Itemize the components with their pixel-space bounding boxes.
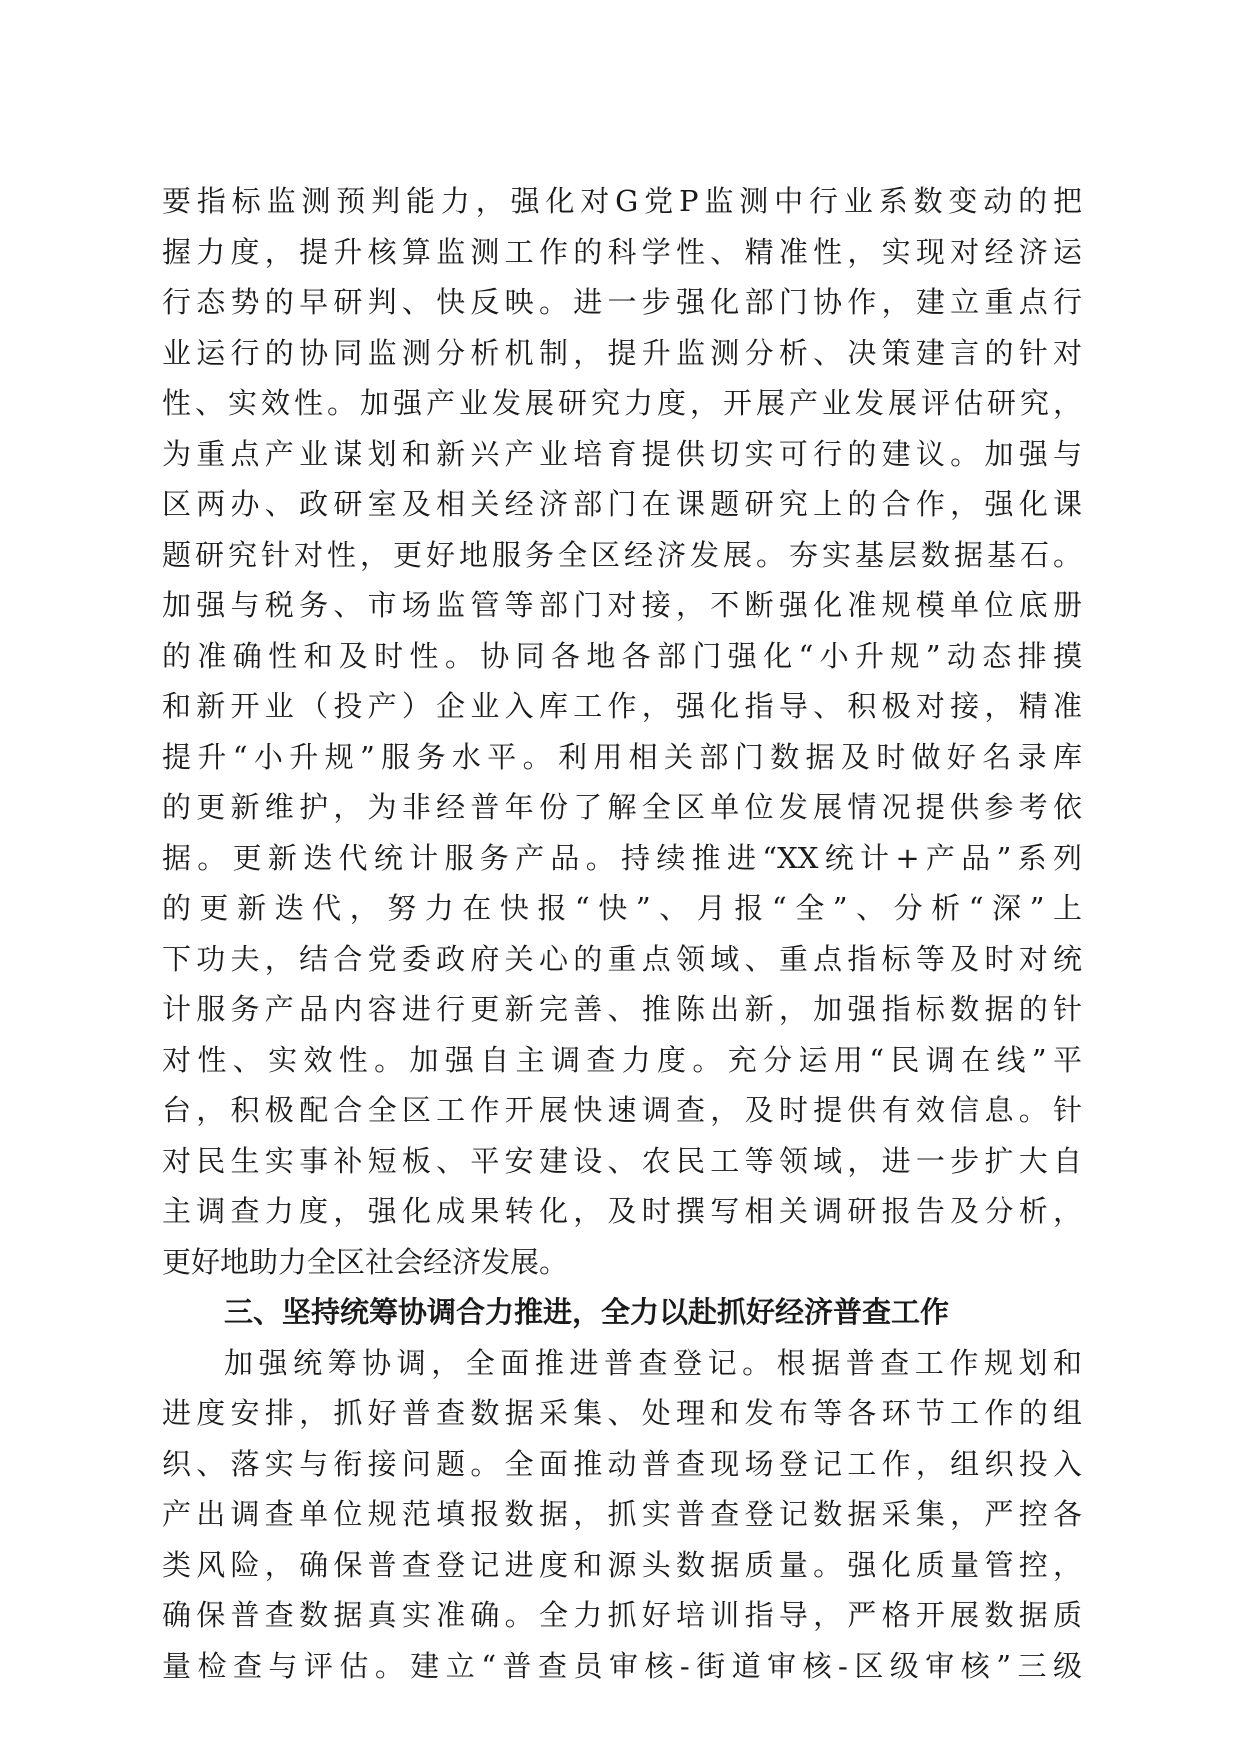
- paragraph-2: [162, 1338, 1082, 1692]
- text-line: 的更新迭代，努力在快报“快”、月报“全”、分析“深”上: [162, 891, 1082, 925]
- text-line: 为重点产业谋划和新兴产业培育提供切实可行的建议。加强与: [162, 436, 1082, 471]
- text-line: 量检查与评估。建立“普查员审核-街道审核-区级审核”三级: [162, 1648, 1082, 1683]
- text-line: 类风险，确保普查登记进度和源头数据质量。强化质量管控，: [162, 1547, 1082, 1582]
- text-line: 主调查力度，强化成果转化，及时撰写相关调研报告及分析，: [162, 1194, 1082, 1228]
- text-line: 提升“小升规”服务水平。利用相关部门数据及时做好名录库: [162, 739, 1082, 774]
- text-line: 更好地助力全区社会经济发展。: [162, 1244, 569, 1279]
- text-line: 对民生实事补短板、平安建设、农民工等领域，进一步扩大自: [162, 1143, 1082, 1178]
- section-heading: 三、坚持统筹协调合力推进，全力以赴抓好经济普查工作: [224, 1295, 950, 1329]
- text-line: 织、落实与衔接问题。全面推动普查现场登记工作，组织投入: [162, 1446, 1082, 1481]
- text-line: 行态势的早研判、快反映。进一步强化部门协作，建立重点行: [162, 285, 1082, 319]
- text-line: 加强统筹协调，全面推进普查登记。根据普查工作规划和: [224, 1345, 1082, 1380]
- text-line: 据。更新迭代统计服务产品。持续推进“XX统计+产品”系列: [162, 840, 1082, 875]
- text-line: 加强与税务、市场监管等部门对接，不断强化准规模单位底册: [162, 588, 1082, 622]
- text-line: 的准确性和及时性。协同各地各部门强化“小升规”动态排摸: [162, 638, 1082, 673]
- text-line: 确保普查数据真实准确。全力抓好培训指导，严格开展数据质: [162, 1598, 1082, 1632]
- text-line: 的更新维护，为非经普年份了解全区单位发展情况提供参考依: [162, 790, 1082, 824]
- text-line: 进度安排，抓好普查数据采集、处理和发布等各环节工作的组: [162, 1396, 1082, 1430]
- text-line: 题研究针对性，更好地服务全区经济发展。夯实基层数据基石。: [162, 537, 1082, 572]
- text-line: 台，积极配合全区工作开展快速调查，及时提供有效信息。针: [162, 1093, 1082, 1127]
- paragraph-1: [162, 176, 1082, 1287]
- text-line: 握力度，提升核算监测工作的科学性、精准性，实现对经济运: [162, 234, 1082, 269]
- text-line: 区两办、政研室及相关经济部门在课题研究上的合作，强化课: [162, 487, 1082, 521]
- text-line: 对性、实效性。加强自主调查力度。充分运用“民调在线”平: [162, 1042, 1082, 1077]
- text-line: 和新开业（投产）企业入库工作，强化指导、积极对接，精准: [162, 689, 1082, 723]
- document-body: [162, 176, 1082, 1691]
- text-line: 产出调查单位规范填报数据，抓实普查登记数据采集，严控各: [162, 1497, 1082, 1531]
- text-line: 下功夫，结合党委政府关心的重点领域、重点指标等及时对统: [162, 941, 1082, 976]
- text-line: 业运行的协同监测分析机制，提升监测分析、决策建言的针对: [162, 335, 1082, 370]
- text-line: 计服务产品内容进行更新完善、推陈出新，加强指标数据的针: [162, 992, 1082, 1026]
- text-line: 要指标监测预判能力，强化对G党P监测中行业系数变动的把: [162, 184, 1082, 218]
- text-line: 性、实效性。加强产业发展研究力度，开展产业发展评估研究，: [162, 386, 1082, 420]
